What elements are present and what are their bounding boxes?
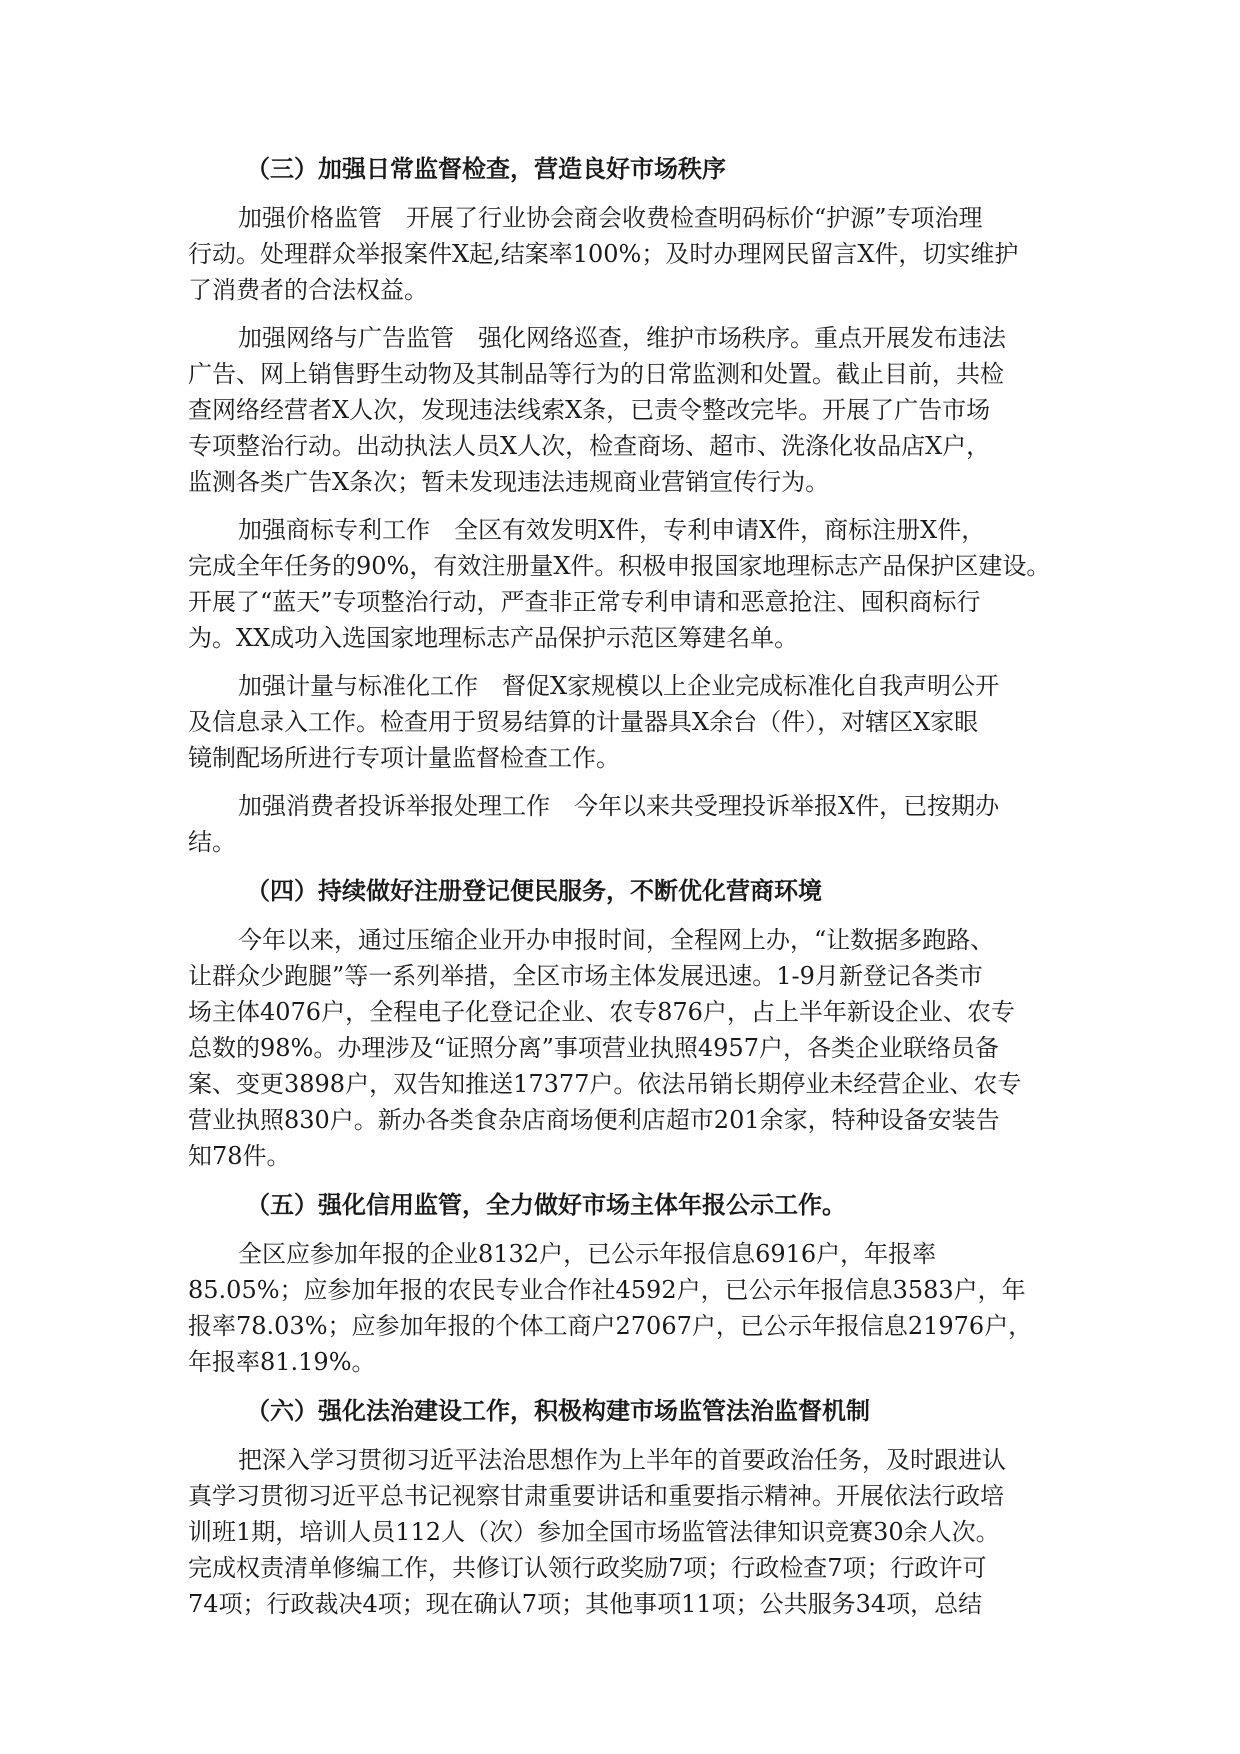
paragraph-line — [188, 392, 1048, 428]
line-text: 把深入学习贯彻习近平法治思想作为上半年的首要政治任务，及时跟进认 — [238, 1446, 1006, 1474]
line-text: 让群众少跑腿”等一系列举措，全区市场主体发展迅速。1-9月新登记各类市 — [188, 962, 983, 990]
paragraph-line — [188, 922, 1048, 958]
paragraph-line — [188, 428, 1048, 464]
paragraph-line — [188, 1236, 1048, 1272]
paragraph-line — [188, 740, 1048, 776]
line-text: 为。XX成功入选国家地理标志产品保护示范区筹建名单。 — [188, 624, 799, 652]
paragraph — [188, 1236, 1048, 1380]
paragraph-lead: 加强计量与标准化工作 — [238, 672, 478, 700]
paragraph-line — [188, 994, 1048, 1030]
paragraph-line — [188, 464, 1048, 500]
paragraph-line — [188, 620, 1048, 656]
line-text: 74项；行政裁决4项；现在确认7项；其他事项11项；公共服务34项，总结 — [188, 1590, 983, 1618]
paragraph-line — [188, 668, 1048, 704]
paragraph-line — [188, 548, 1051, 584]
line-text: 训班1期，培训人员112人（次）参加全国市场监管法律知识竞赛30余人次。 — [188, 1518, 1000, 1546]
paragraph-lead: 加强价格监管 — [238, 204, 382, 232]
paragraph-line — [188, 236, 1048, 272]
paragraph-line — [188, 1102, 1048, 1138]
paragraph-line — [188, 788, 1048, 824]
paragraph-line — [188, 1478, 1048, 1514]
paragraph-line — [188, 1514, 1048, 1550]
paragraph — [188, 668, 1048, 776]
paragraph-line — [188, 1550, 1048, 1586]
section-heading: （三）加强日常监督检查，营造良好市场秩序 — [246, 155, 726, 183]
document-page — [188, 150, 1051, 1634]
line-text: 85.05%；应参加年报的农民专业合作社4592户，已公示年报信息3583户，年 — [188, 1276, 1026, 1304]
paragraph-line — [188, 512, 1048, 548]
line-text: 强化网络巡查，维护市场秩序。重点开展发布违法 — [478, 324, 1006, 352]
line-text: 行动。处理群众举报案件X起,结案率100%；及时办理网民留言X件，切实维护 — [188, 240, 1019, 268]
line-text: 完成权责清单修编工作，共修订认领行政奖励7项；行政检查7项；行政许可 — [188, 1554, 987, 1582]
line-text: 场主体4076户，全程电子化登记企业、农专876户，占上半年新设企业、农专 — [188, 998, 1015, 1026]
line-text: 今年以来共受理投诉举报X件，已按期办 — [574, 792, 1000, 820]
line-text: 督促X家规模以上企业完成标准化自我声明公开 — [502, 672, 1000, 700]
paragraph-line — [188, 356, 1048, 392]
line-text: 广告、网上销售野生动物及其制品等行为的日常监测和处置。截止目前，共检 — [188, 360, 1004, 388]
line-text: 年报率81.19%。 — [188, 1348, 376, 1376]
line-text: 及信息录入工作。检查用于贸易结算的计量器具X余台（件），对辖区X家眼 — [188, 708, 979, 736]
paragraph-line — [188, 1586, 1048, 1622]
paragraph — [188, 1442, 1048, 1622]
line-text: 营业执照830户。新办各类食杂店商场便利店超市201余家，特种设备安装告 — [188, 1106, 1000, 1134]
paragraph-line — [188, 584, 1048, 620]
paragraph — [188, 922, 1048, 1174]
line-text: 监测各类广告X条次；暂未发现违法违规商业营销宣传行为。 — [188, 468, 830, 496]
line-text: 真学习贯彻习近平总书记视察甘肃重要讲话和重要指示精神。开展依法行政培 — [188, 1482, 1004, 1510]
paragraph-line — [188, 200, 1048, 236]
paragraph-line — [188, 958, 1048, 994]
line-text: 知78件。 — [188, 1142, 291, 1170]
line-text: 开展了“蓝天”专项整治行动，严查非正常专利申请和恶意抢注、囤积商标行 — [188, 588, 981, 616]
section-heading: （四）持续做好注册登记便民服务，不断优化营商环境 — [246, 877, 822, 905]
paragraph-line — [188, 1066, 1048, 1102]
paragraph-line — [188, 1344, 1048, 1380]
line-text: 总数的98%。办理涉及“证照分离”事项营业执照4957户，各类企业联络员备 — [188, 1034, 999, 1062]
paragraph-lead: 加强网络与广告监管 — [238, 324, 454, 352]
paragraph-line — [188, 1272, 1048, 1308]
paragraph-line — [188, 704, 1048, 740]
paragraph — [188, 788, 1048, 860]
line-text: 今年以来，通过压缩企业开办申报时间，全程网上办，“让数据多跑路、 — [238, 926, 995, 954]
paragraph-line — [188, 1138, 1048, 1174]
line-text: 结。 — [188, 828, 236, 856]
section-heading: （六）强化法治建设工作，积极构建市场监管法治监督机制 — [246, 1397, 870, 1425]
line-text: 全区应参加年报的企业8132户，已公示年报信息6916户，年报率 — [238, 1240, 937, 1268]
line-text: 全区有效发明X件，专利申请X件，商标注册X件， — [454, 516, 986, 544]
line-text: 完成全年任务的90%，有效注册量X件。积极申报国家地理标志产品保护区建设。 — [188, 552, 1051, 580]
paragraph — [188, 200, 1048, 308]
line-text: 专项整治行动。出动执法人员X人次，检查商场、超市、洗涤化妆品店X户， — [188, 432, 991, 460]
line-text: 查网络经营者X人次，发现违法线索X条，已责令整改完毕。开展了广告市场 — [188, 396, 991, 424]
line-text: 案、变更3898户，双告知推送17377户。依法吊销长期停业未经营企业、农专 — [188, 1070, 1022, 1098]
line-text: 报率78.03%；应参加年报的个体工商户27067户，已公示年报信息21976户， — [188, 1312, 1033, 1340]
paragraph-line — [188, 1442, 1048, 1478]
paragraph-line — [188, 1308, 1048, 1344]
paragraph-line — [188, 272, 1048, 308]
paragraph-lead: 加强消费者投诉举报处理工作 — [238, 792, 550, 820]
line-text: 镜制配场所进行专项计量监督检查工作。 — [188, 744, 620, 772]
paragraph-lead: 加强商标专利工作 — [238, 516, 430, 544]
paragraph-line — [188, 824, 1048, 860]
paragraph — [188, 320, 1048, 500]
paragraph — [188, 512, 1051, 656]
paragraph-line — [188, 320, 1048, 356]
line-text: 开展了行业协会商会收费检查明码标价“护源”专项治理 — [406, 204, 983, 232]
line-text: 了消费者的合法权益。 — [188, 276, 428, 304]
paragraph-line — [188, 1030, 1048, 1066]
section-heading: （五）强化信用监管，全力做好市场主体年报公示工作。 — [246, 1191, 846, 1219]
